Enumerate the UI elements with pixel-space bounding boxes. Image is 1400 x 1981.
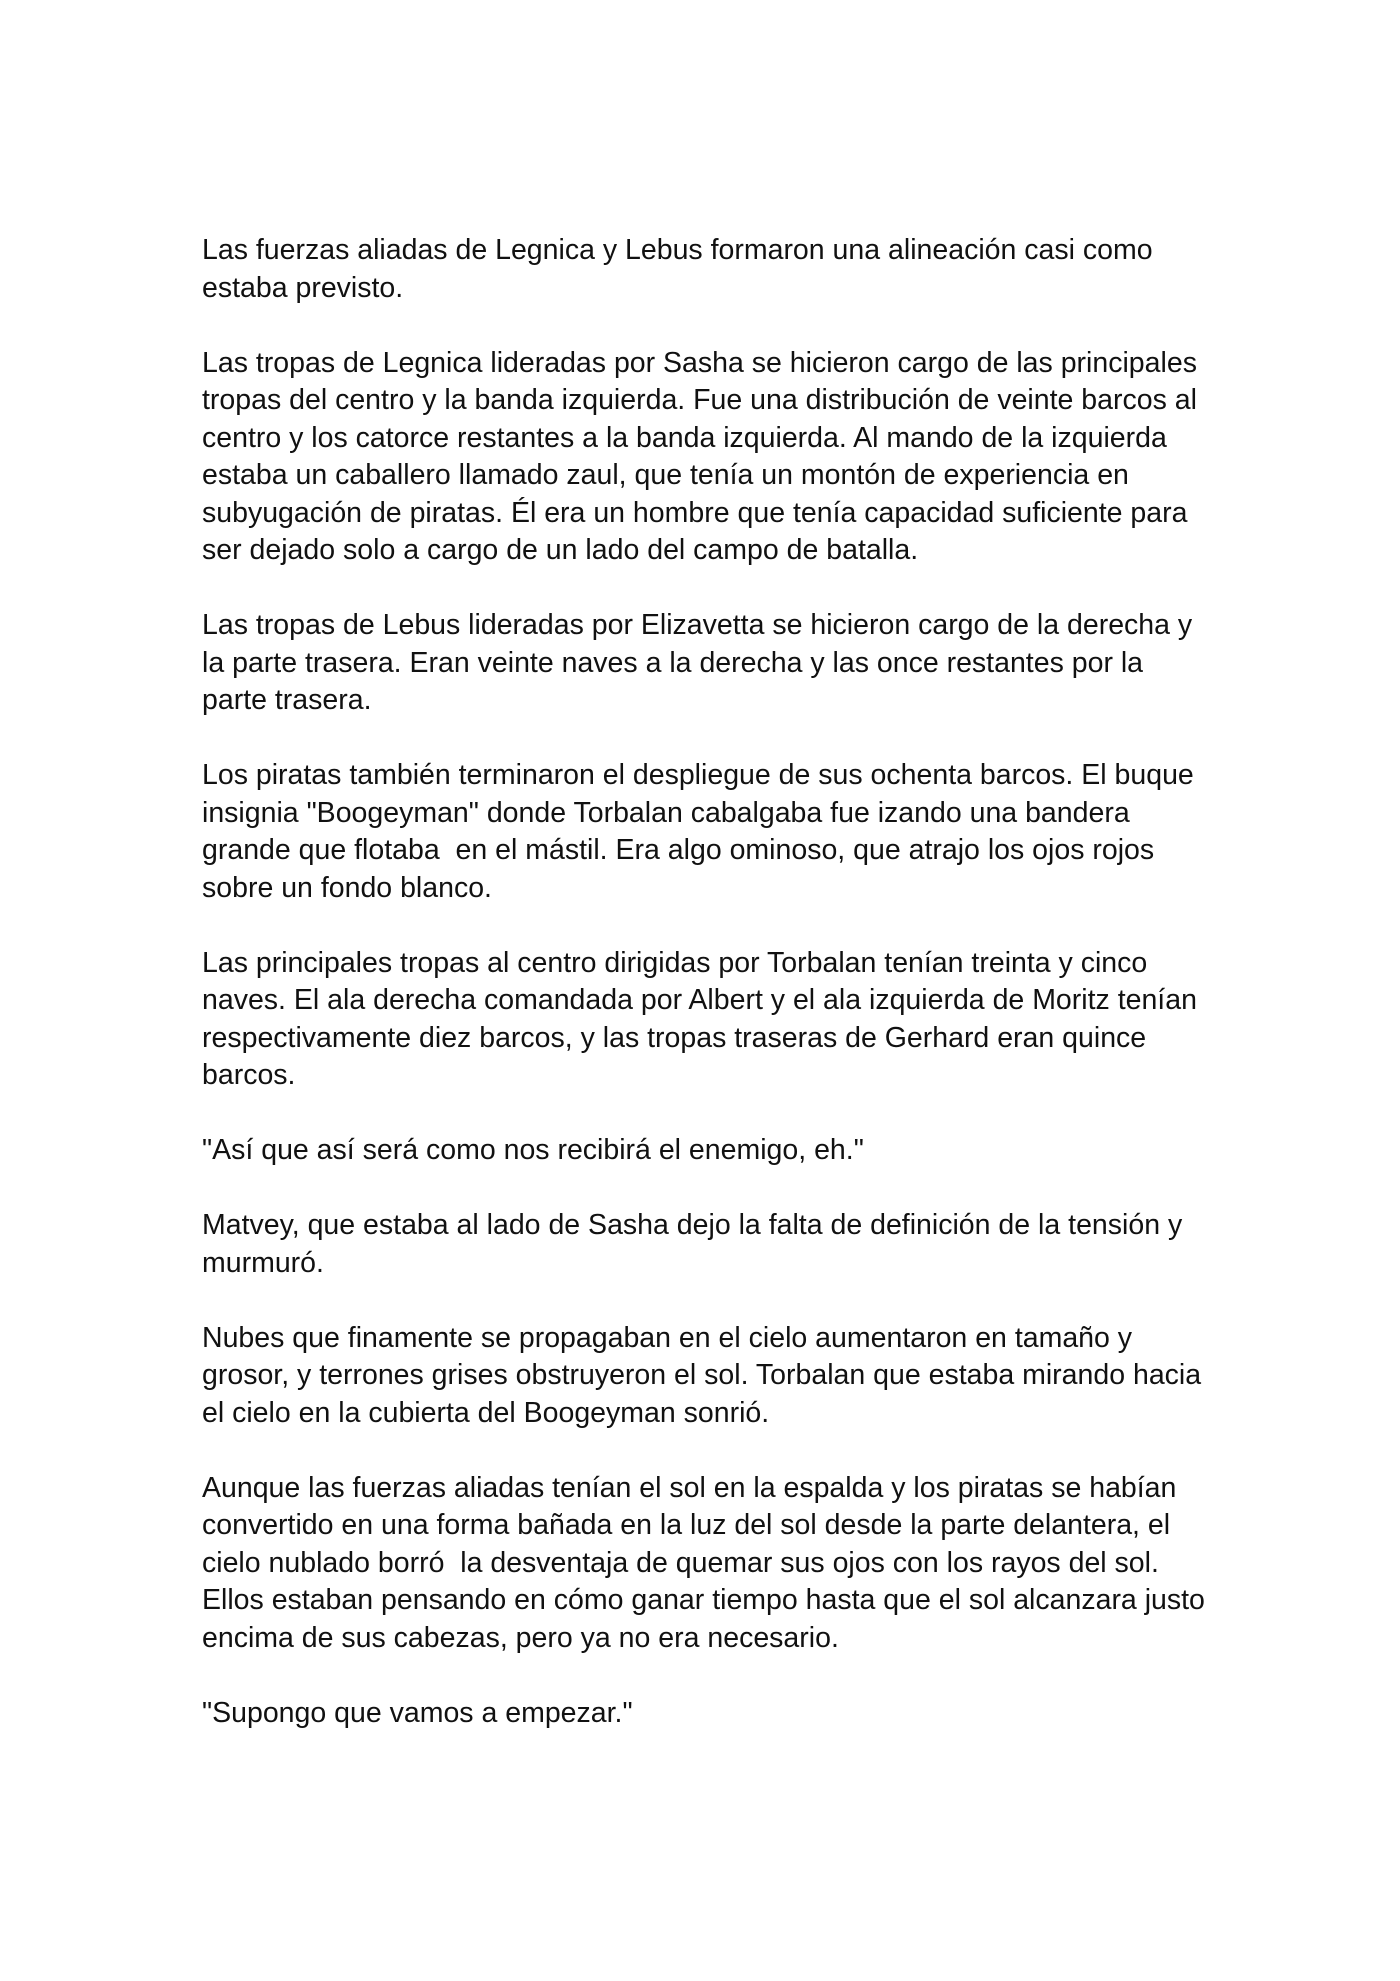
paragraph-7: Matvey, que estaba al lado de Sasha dejo la falta de definición de la tensión y murmuró.	[202, 1209, 1191, 1279]
paragraph-10: "Supongo que vamos a empezar."	[202, 1696, 633, 1729]
paragraph-2: Las tropas de Legnica lideradas por Sasha se hicieron cargo de las principales tropas del centro y la banda izquierda. Fue una distribución de veinte barcos al centro y los catorce restantes a la banda izquierda. Al mando de la izquierda estaba un caballero llamado zaul, que tenía un montón de experiencia en subyugación de piratas. Él era un hombre que tenía capacidad suficiente para ser dejado solo a cargo de un lado del campo de batalla.	[202, 346, 1205, 566]
paragraph-3: Las tropas de Lebus lideradas por Elizavetta se hicieron cargo de la derecha y la parte trasera. Eran veinte naves a la derecha y las once restantes por la parte trasera.	[202, 609, 1201, 716]
paragraph-8: Nubes que finamente se propagaban en el cielo aumentaron en tamaño y grosor, y terrones grises obstruyeron el sol. Torbalan que estaba mirando hacia el cielo en la cubierta del Boogeyman sonrió.	[202, 1321, 1210, 1429]
document-body	[202, 232, 1212, 1770]
paragraph-5: Las principales tropas al centro dirigidas por Torbalan tenían treinta y cinco naves. El ala derecha comandada por Albert y el ala izquierda de Moritz tenían respectivamente diez barcos, y las tropas traseras de Gerhard eran quince barcos.	[202, 946, 1205, 1091]
paragraph-4: Los piratas también terminaron el despliegue de sus ochenta barcos. El buque insignia "Boogeyman" donde Torbalan cabalgaba fue izando una bandera grande que flotaba en el mástil. Era algo ominoso, que atrajo los ojos rojos sobre un fondo blanco.	[202, 759, 1202, 904]
paragraph-9: Aunque las fuerzas aliadas tenían el sol en la espalda y los piratas se habían convertido en una forma bañada en la luz del sol desde la parte delantera, el cielo nublado borró la desventaja de quemar sus ojos con los rayos del sol. Ellos estaban pensando en cómo ganar tiempo hasta que el sol alcanzara justo encima de sus cabezas, pero ya no era necesario.	[202, 1471, 1213, 1654]
paragraph-1: Las fuerzas aliadas de Legnica y Lebus formaron una alineación casi como estaba previsto.	[202, 234, 1161, 304]
paragraph-6: "Así que así será como nos recibirá el enemigo, eh."	[202, 1134, 864, 1166]
